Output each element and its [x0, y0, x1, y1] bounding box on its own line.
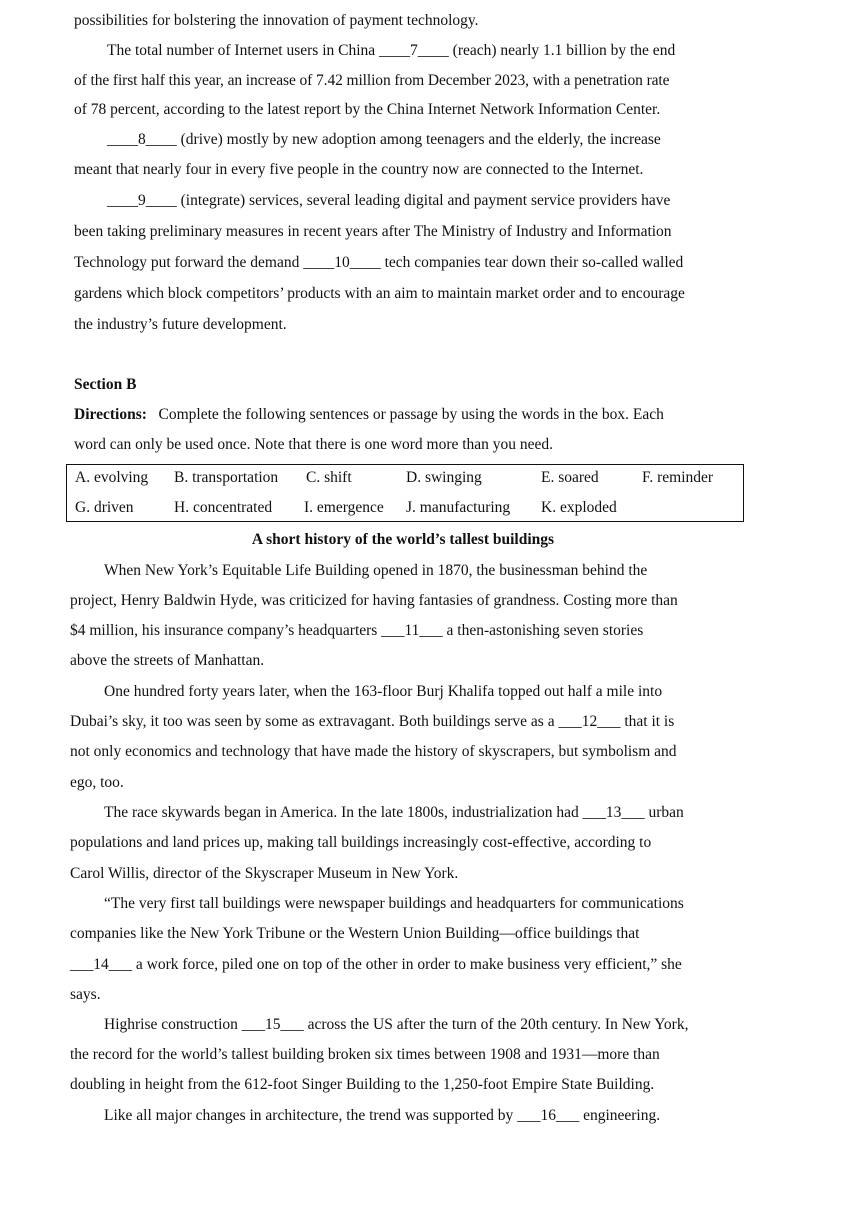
- word-box: [66, 464, 744, 522]
- blank-16[interactable]: ___16___: [517, 1107, 580, 1124]
- option-a: A. evolving: [75, 469, 149, 486]
- option-g: G. driven: [75, 499, 134, 516]
- text-line: The race skywards began in America. In the late 1800s, industrialization had ___13___ urban: [104, 804, 684, 821]
- text-line: When New York’s Equitable Life Building opened in 1870, the businessman behind the: [104, 562, 648, 579]
- text-line: Highrise construction ___15___ across the US after the turn of the 20th century. In New York,: [104, 1016, 689, 1033]
- option-d: D. swinging: [406, 469, 482, 486]
- text-line: “The very first tall buildings were newspaper buildings and headquarters for communications: [104, 895, 684, 912]
- text-line: not only economics and technology that have made the history of skyscrapers, but symbolism and: [70, 743, 677, 760]
- blank-15[interactable]: ___15___: [241, 1016, 304, 1033]
- text-line: The total number of Internet users in China ____7____ (reach) nearly 1.1 billion by the end: [107, 42, 676, 59]
- text-line: ____9____ (integrate) services, several leading digital and payment service providers have: [107, 192, 671, 209]
- text-line: says.: [70, 986, 101, 1003]
- text-line: above the streets of Manhattan.: [70, 652, 265, 669]
- text-line: of the first half this year, an increase of 7.42 million from December 2023, with a penetration rate: [74, 72, 670, 89]
- text-line: ____8____ (drive) mostly by new adoption among teenagers and the elderly, the increase: [107, 131, 661, 148]
- passage-title: A short history of the world’s tallest buildings: [251, 531, 555, 548]
- text-line: Technology put forward the demand ____10____ tech companies tear down their so-called walled: [74, 254, 684, 271]
- text-line: meant that nearly four in every five people in the country now are connected to the Internet.: [74, 161, 644, 178]
- blank-7[interactable]: ____7____: [379, 42, 449, 59]
- option-b: B. transportation: [174, 469, 279, 486]
- option-k: K. exploded: [541, 499, 617, 516]
- text-line: project, Henry Baldwin Hyde, was criticized for having fantasies of grandness. Costing more than: [70, 592, 678, 609]
- blank-10[interactable]: ____10____: [303, 254, 381, 271]
- text-line: One hundred forty years later, when the 163-floor Burj Khalifa topped out half a mile into: [104, 683, 663, 700]
- option-h: H. concentrated: [174, 499, 273, 516]
- option-e: E. soared: [541, 469, 599, 486]
- option-j: J. manufacturing: [406, 499, 511, 516]
- blank-13[interactable]: ___13___: [582, 804, 645, 821]
- blank-11[interactable]: ___11___: [381, 622, 443, 639]
- directions-line: Directions: Complete the following sentences or passage by using the words in the box. Each: [74, 406, 664, 423]
- blank-8[interactable]: ____8____: [107, 131, 177, 148]
- text-line: Like all major changes in architecture, the trend was supported by ___16___ engineering.: [104, 1107, 661, 1124]
- blank-12[interactable]: ___12___: [558, 713, 621, 730]
- text-line: $4 million, his insurance company’s headquarters ___11___ a then-astonishing seven stories: [70, 622, 644, 639]
- text-line: companies like the New York Tribune or the Western Union Building—office buildings that: [70, 925, 640, 942]
- section-heading: Section B: [74, 376, 137, 393]
- text-line: the industry’s future development.: [74, 316, 287, 333]
- text-line: Dubai’s sky, it too was seen by some as extravagant. Both buildings serve as a ___12___ that it is: [70, 713, 675, 730]
- blank-9[interactable]: ____9____: [107, 192, 177, 209]
- text-line: been taking preliminary measures in recent years after The Ministry of Industry and Information: [74, 223, 672, 240]
- text-line: gardens which block competitors’ products with an aim to maintain market order and to encourage: [74, 285, 685, 302]
- option-i: I. emergence: [304, 499, 384, 516]
- text-line: populations and land prices up, making tall buildings increasingly cost-effective, according to: [70, 834, 652, 851]
- blank-14[interactable]: ___14___: [70, 956, 132, 973]
- text-line: the record for the world’s tallest building broken six times between 1908 and 1931—more than: [70, 1046, 660, 1063]
- directions-label: Directions:: [74, 406, 147, 423]
- option-c: C. shift: [306, 469, 352, 486]
- text-line: ego, too.: [70, 774, 124, 791]
- text-line: Carol Willis, director of the Skyscraper Museum in New York.: [70, 865, 459, 882]
- directions-line: word can only be used once. Note that there is one word more than you need.: [74, 436, 554, 453]
- text-line: doubling in height from the 612-foot Singer Building to the 1,250-foot Empire State Building.: [70, 1076, 655, 1093]
- text-line: possibilities for bolstering the innovation of payment technology.: [74, 12, 479, 29]
- text-line: ___14___ a work force, piled one on top of the other in order to make business very efficient,” she: [70, 956, 682, 973]
- option-f: F. reminder: [642, 469, 714, 486]
- text-line: of 78 percent, according to the latest report by the China Internet Network Information Center.: [74, 101, 661, 118]
